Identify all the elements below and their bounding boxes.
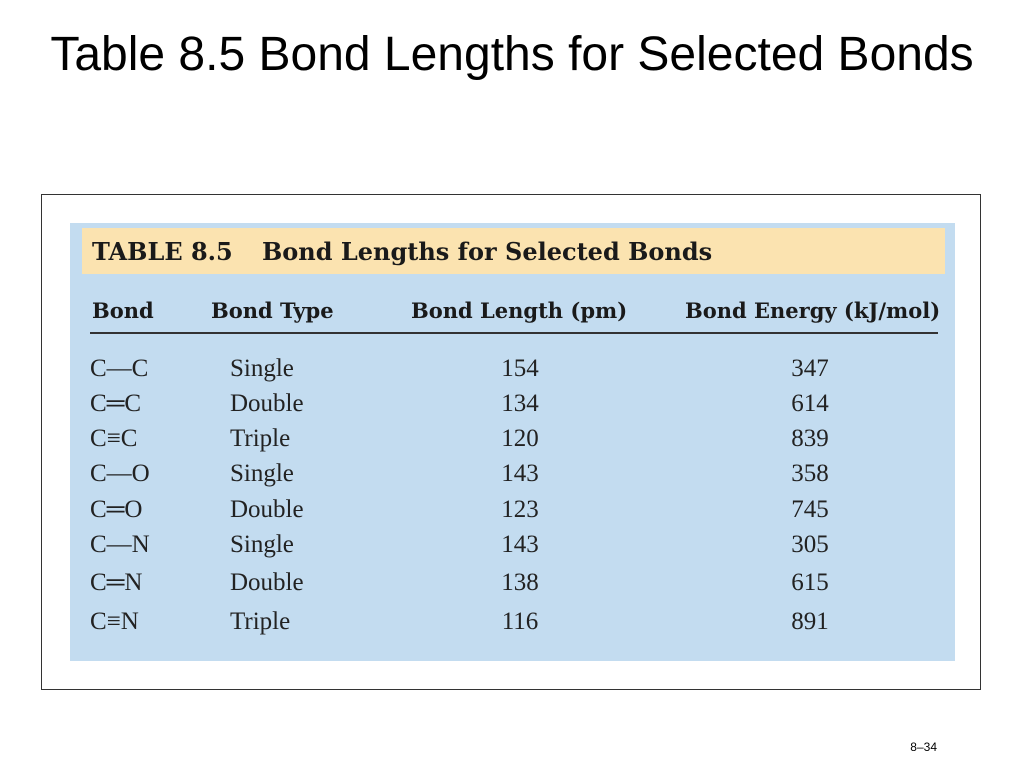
- table-row: [70, 352, 955, 386]
- page-number: 8–34: [910, 740, 937, 754]
- table-caption-label: TABLE 8.5: [92, 237, 233, 266]
- bond-cell: C═C: [90, 390, 142, 417]
- bond-length-cell: 143: [501, 531, 539, 558]
- bond-type-cell: Single: [230, 531, 294, 558]
- column-header-bond-energy: Bond Energy (kJ/mol): [685, 298, 941, 323]
- bond-energy-cell: 347: [791, 355, 829, 382]
- bond-length-cell: 143: [501, 460, 539, 487]
- bond-cell: C≡N: [90, 608, 139, 635]
- bond-length-cell: 154: [501, 355, 539, 382]
- bond-energy-cell: 839: [791, 425, 829, 452]
- bond-length-cell: 138: [501, 569, 539, 596]
- bond-length-cell: 134: [501, 390, 539, 417]
- bond-type-cell: Double: [230, 569, 304, 596]
- bond-energy-cell: 614: [791, 390, 829, 417]
- bond-cell: C═O: [90, 496, 143, 523]
- table-row: [70, 457, 955, 491]
- column-header-bond-length: Bond Length (pm): [411, 298, 628, 323]
- table-row: [70, 566, 955, 600]
- bond-length-cell: 123: [501, 496, 539, 523]
- table-caption-title: Bond Lengths for Selected Bonds: [262, 237, 713, 266]
- table-row: [70, 605, 955, 639]
- bond-cell: C—C: [90, 355, 149, 382]
- table-row: [70, 422, 955, 456]
- bond-type-cell: Single: [230, 355, 294, 382]
- table-row: [70, 493, 955, 527]
- bond-length-cell: 120: [501, 425, 539, 452]
- bond-energy-cell: 305: [791, 531, 829, 558]
- table-frame: [41, 194, 981, 690]
- bond-type-cell: Single: [230, 460, 294, 487]
- bond-type-cell: Triple: [230, 425, 291, 452]
- bond-type-cell: Double: [230, 496, 304, 523]
- column-header-bond: Bond: [92, 298, 154, 323]
- table-panel: [70, 223, 955, 661]
- bond-energy-cell: 745: [791, 496, 829, 523]
- bond-cell: C≡C: [90, 425, 138, 452]
- table-caption: [82, 228, 945, 274]
- bond-energy-cell: 358: [791, 460, 829, 487]
- slide-title: Table 8.5 Bond Lengths for Selected Bonds: [50, 28, 974, 81]
- bond-length-cell: 116: [501, 608, 539, 635]
- bond-type-cell: Double: [230, 390, 304, 417]
- bond-cell: C═N: [90, 569, 143, 596]
- bond-energy-cell: 615: [791, 569, 829, 596]
- bond-type-cell: Triple: [230, 608, 291, 635]
- bond-energy-cell: 891: [791, 608, 829, 635]
- column-header-bond-type: Bond Type: [211, 298, 334, 323]
- bond-cell: C—O: [90, 460, 150, 487]
- table-row: [70, 528, 955, 562]
- header-rule: [90, 332, 938, 334]
- bond-cell: C—N: [90, 531, 150, 558]
- table-row: [70, 387, 955, 421]
